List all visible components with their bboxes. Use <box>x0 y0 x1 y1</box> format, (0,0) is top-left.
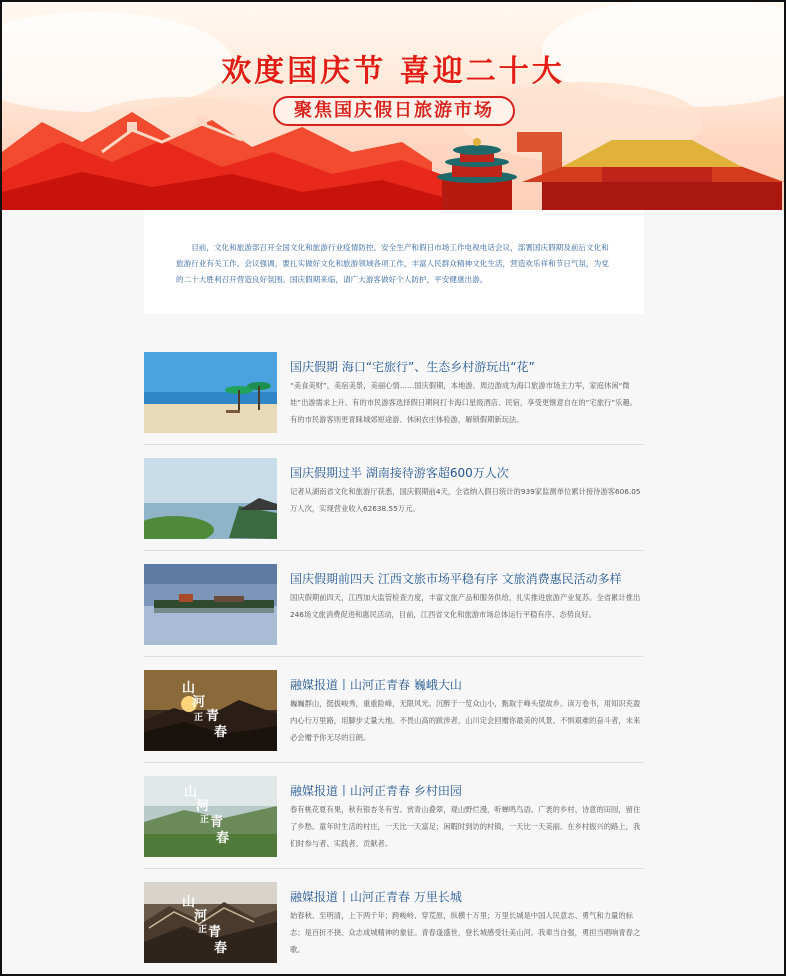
article-title[interactable]: 融媒报道丨山河正青春 万里长城 <box>290 890 462 904</box>
overlay-char: 正 <box>200 815 210 825</box>
overlay-char: 河 <box>194 909 208 924</box>
banner-title: 欢度国庆节 喜迎二十大 <box>221 54 565 89</box>
overlay-char: 春 <box>214 725 228 740</box>
article-thumbnail[interactable] <box>144 882 277 963</box>
overlay-char: 正 <box>198 925 208 935</box>
overlay-char: 河 <box>192 695 206 710</box>
overlay-char: 青 <box>210 815 224 830</box>
overlay-char: 山 <box>184 785 198 800</box>
article-title[interactable]: 融媒报道丨山河正青春 巍峨大山 <box>290 678 462 692</box>
article-thumbnail[interactable] <box>144 352 277 433</box>
article-list <box>144 340 644 976</box>
overlay-char: 青 <box>208 925 222 940</box>
article-item[interactable] <box>144 446 644 551</box>
article-summary: 春有桃花夏有果，秋有银杏冬有雪。赏青山叠翠，观山野烂漫，听蝉鸣鸟语。广袤的乡村、诗意的田园，留住了乡愁。童年时生活的村庄，一天比一天富足；闲暇时到访的村镇，一天比一天美丽。在乡村振兴的路上，我们时参与者、实践者、贡献者。 <box>290 805 641 848</box>
article-title[interactable]: 国庆假期 海口“宅旅行”、生态乡村游玩出“花” <box>290 360 535 374</box>
article-thumbnail[interactable] <box>144 670 277 751</box>
article-item[interactable] <box>144 764 644 869</box>
article-item[interactable] <box>144 658 644 763</box>
article-item[interactable] <box>144 340 644 445</box>
overlay-char: 正 <box>194 713 204 723</box>
article-item[interactable] <box>144 870 644 975</box>
banner-subtitle: 聚焦国庆假日旅游市场 <box>273 96 515 126</box>
article-thumbnail[interactable] <box>144 776 277 857</box>
article-thumbnail[interactable] <box>144 458 277 539</box>
article-summary: “美食美财”，美宿美景，美丽心情……国庆假期，本地游、周边游成为海口旅游市场主力军，家庭休闲“微娃”出游需求上升。有的市民游客选择假日期间打卡海口星级酒店、民宿，享受更惬意自在的“宅旅行”乐趣。有的市民游客则更青睐城郊短途游、休闲农庄体验游，解锁假期新玩法。 <box>290 381 637 424</box>
article-title[interactable]: 国庆假期前四天 江西文旅市场平稳有序 文旅消费惠民活动多样 <box>290 572 622 586</box>
banner <box>2 2 784 210</box>
overlay-char: 春 <box>214 941 228 956</box>
article-summary: 记者从湖南省文化和旅游厅获悉，国庆假期前4天，全省纳入假日统计的939家监测单位累计接待游客606.05万人次，实现营业收入62638.55万元。 <box>290 487 641 513</box>
intro-text: 目前，文化和旅游部召开全国文化和旅游行业疫情防控、安全生产和假日市场工作电视电话会议，部署国庆假期及前后文化和旅游行业有关工作。会议强调，要扎实做好文化和旅游领域各项工作，丰富人民群众精神文化生活，营造欢乐祥和节日气氛，为党的二十大胜利召开营造良好氛围。国庆假期来临，请广大游客做好个人防护，平安健康出游。 <box>176 243 609 284</box>
overlay-char: 青 <box>206 709 220 724</box>
overlay-char: 河 <box>196 799 210 814</box>
article-thumbnail[interactable] <box>144 564 277 645</box>
overlay-char: 山 <box>182 681 196 696</box>
article-summary: 始春秋、至明清，上下两千年；跨峻岭、穿荒原，纵横十万里；万里长城是中国人民意志、勇气和力量的标志；是百折不挠、众志成城精神的象征。青春逢盛世，登长城感受壮美山河。我辈当自强，勇担当唱响青春之歌。 <box>290 911 641 954</box>
article-summary: 国庆假期前四天，江西加大监管检查力度，丰富文旅产品和服务供给，扎实推进旅游产业复苏。全省累计推出246场文旅消费促进和惠民活动，目前，江西省文化和旅游市场总体运行平稳有序、态势良好。 <box>290 593 641 619</box>
article-item[interactable] <box>144 552 644 657</box>
article-summary: 巍巍群山，挺拔峻秀，重重险峰，无限风光。沉醉于一览众山小，甄取于峰头望故乡。读万卷书，用知识充盈内心行万里路，用脚步丈量大地。不畏山高的跋涉者，山川定会回赠你最美的风景。不惧艰难的奋斗者，未来必会赠予你无尽的日朗。 <box>290 699 641 742</box>
overlay-char: 春 <box>216 831 230 846</box>
intro-box <box>144 210 644 314</box>
article-title[interactable]: 国庆假期过半 湖南接待游客超600万人次 <box>290 466 509 480</box>
article-title[interactable]: 融媒报道丨山河正青春 乡村田园 <box>290 784 462 798</box>
overlay-char: 山 <box>182 895 196 910</box>
